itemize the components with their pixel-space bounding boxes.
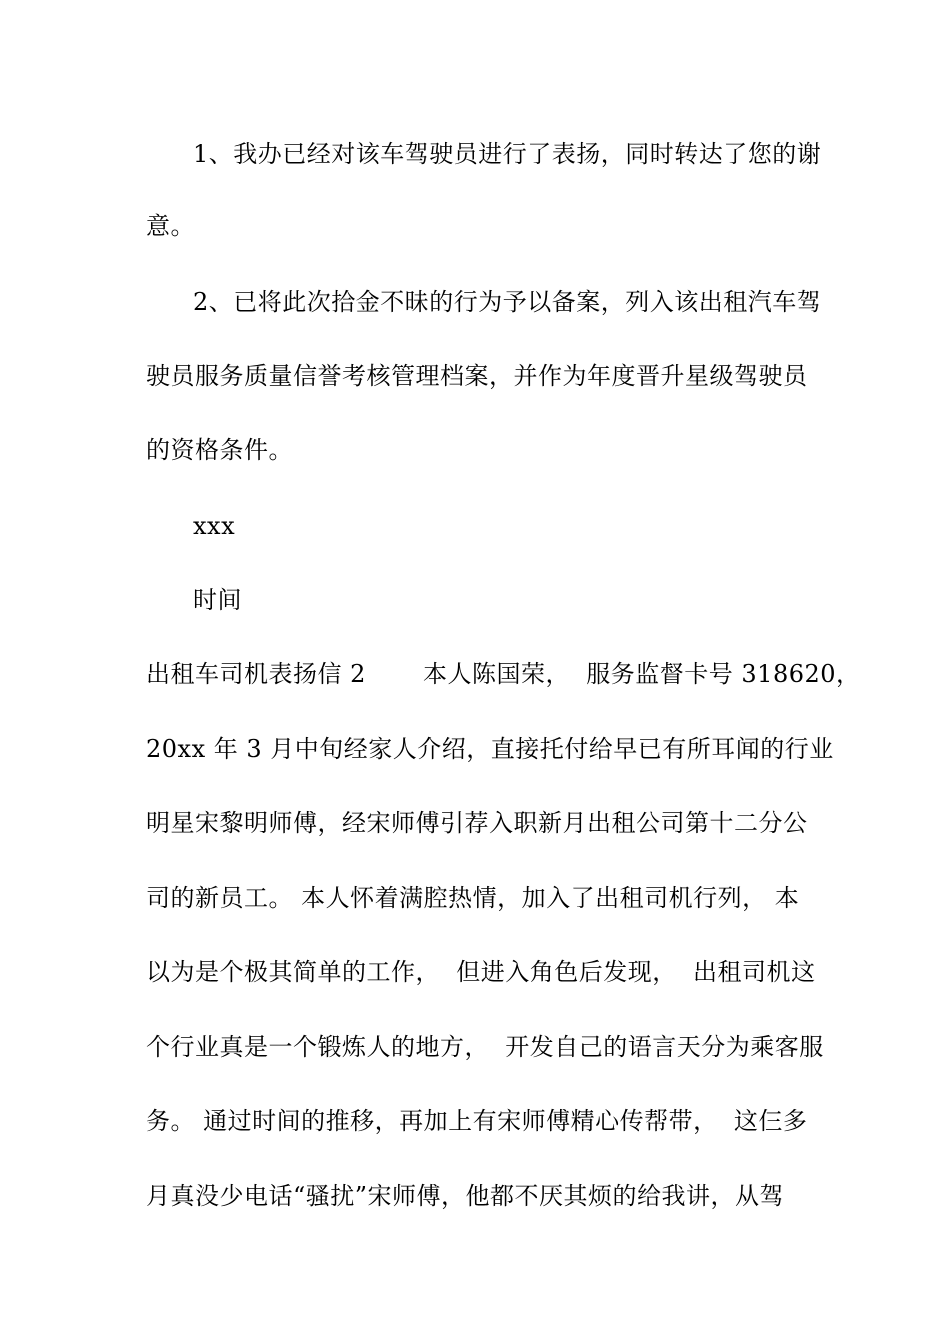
signature-name: xxx [193,512,236,540]
text-line: 驶员服务质量信誉考核管理档案，并作为年度晋升星级驾驶员 [146,362,808,390]
text-line: 明星宋黎明师傅，经宋师傅引荐入职新月出租公司第十二分公 [146,809,808,837]
text-line: 司的新员工。 本人怀着满腔热情，加入了出租司机行列， 本 [146,884,800,912]
text-line: 个行业真是一个锻炼人的地方， 开发自己的语言天分为乘客服 [146,1033,824,1061]
text-line: 以为是个极其简单的工作， 但进入角色后发现， 出租司机这 [146,958,816,986]
signature-date: 时间 [193,586,242,614]
text-line: 的资格条件。 [146,436,293,464]
text-line: 月真没少电话“骚扰”宋师傅，他都不厌其烦的给我讲，从驾 [146,1182,785,1210]
text-line: 出租车司机表扬信 2 本人陈国荣， 服务监督卡号 318620， [146,660,861,688]
text-line: 20xx 年 3 月中旬经家人介绍，直接托付给早已有所耳闻的行业 [146,735,834,763]
text-line: 1、我办已经对该车驾驶员进行了表扬，同时转达了您的谢 [193,140,822,168]
text-line: 意。 [146,212,195,240]
text-line: 务。 通过时间的推移，再加上有宋师傅精心传帮带， 这仨多 [146,1107,808,1135]
text-line: 2、已将此次拾金不昧的行为予以备案，列入该出租汽车驾 [193,288,822,316]
